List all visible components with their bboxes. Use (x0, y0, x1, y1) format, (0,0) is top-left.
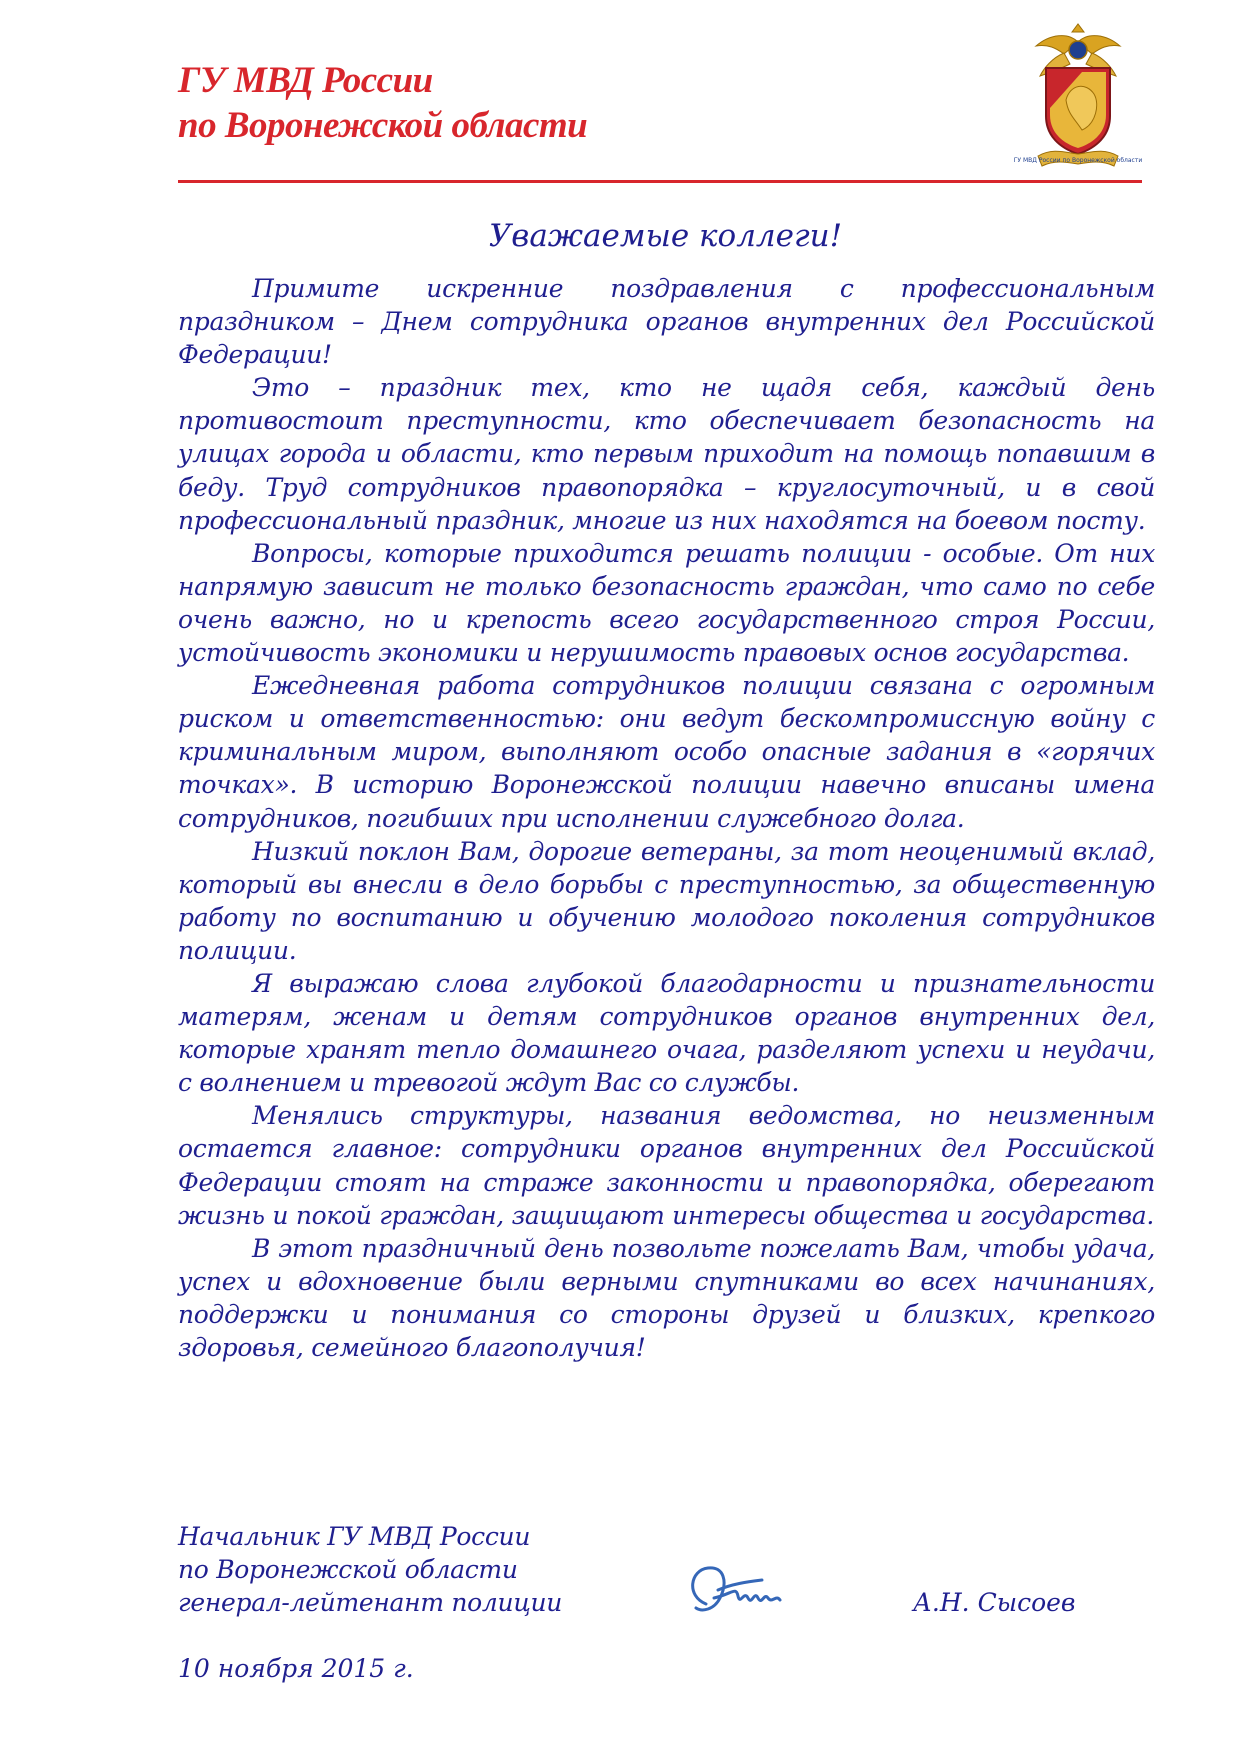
letter-paragraph: Я выражаю слова глубокой благодарности и признательности матерям, женам и детям сотрудников органов внутренних дел, которые хранят тепло домашнего очага, разделяют успехи и неудачи, с волнением и тревогой ждут Вас со службы. (178, 968, 1155, 1098)
letter-paragraph: Примите искренние поздравления с профессиональным праздником – Днем сотрудника органов внутренних дел Российской Федерации! (178, 274, 1155, 370)
letter-paragraph: Это – праздник тех, кто не щадя себя, каждый день противостоит преступности, кто обеспечивает безопасность на улицах города и области, кто первым приходит на помощь попавшим в беду. Труд сотрудников правопорядка – круглосуточный, и в свой профессиональный праздник, многие из них находятся на боевом посту. (178, 373, 1155, 535)
letter-date: 10 ноября 2015 г. (178, 1654, 414, 1683)
signature-title-line-2: по Воронежской области (178, 1555, 518, 1584)
signature-title (178, 1520, 562, 1619)
letter-paragraph: Ежедневная работа сотрудников полиции связана с огромным риском и ответственностью: они ведут бескомпромиссную войну с криминальным миром, выполняют особо опасные задания в «горячих точках». В историю Воронежской полиции навечно вписаны имена сотрудников, погибших при исполнении служебного долга. (178, 671, 1155, 833)
handwritten-signature-icon (674, 1556, 798, 1622)
organization-name-line-1: ГУ МВД России (178, 60, 433, 101)
signature-title-line-1: Начальник ГУ МВД России (178, 1522, 531, 1551)
signature-title-line-3: генерал-лейтенант полиции (178, 1588, 563, 1617)
header-divider (178, 180, 1142, 183)
letter-paragraph: Низкий поклон Вам, дорогие ветераны, за тот неоценимый вклад, который вы внесли в дело борьбы с преступностью, за общественную работу по воспитанию и обучению молодого поколения сотрудников полиции. (178, 836, 1155, 965)
svg-text:ГУ МВД России по Воронежской о: ГУ МВД России по Воронежской области (1013, 157, 1143, 164)
signatory-name: А.Н. Сысоев (913, 1588, 1076, 1617)
letter-greeting: Уважаемые коллеги! (488, 218, 843, 254)
letter-paragraph: В этот праздничный день позвольте пожелать Вам, чтобы удача, успех и вдохновение были верными спутниками во всех начинаниях, поддержки и понимания со стороны друзей и близких, крепкого здоровья, семейного благополучия! (178, 1233, 1155, 1362)
letter-body (178, 272, 1155, 1364)
letterhead (178, 58, 1148, 188)
letter-paragraph: Вопросы, которые приходится решать полиции - особые. От них напрямую зависит не только безопасность граждан, что само по себе очень важно, но и крепость всего государственного строя России, устойчивость экономики и нерушимость правовых основ государства. (178, 538, 1155, 668)
police-emblem-icon (1013, 20, 1143, 170)
organization-name-line-2: по Воронежской области (178, 105, 588, 146)
letter-paragraph: Менялись структуры, названия ведомства, но неизменным остается главное: сотрудники органов внутренних дел Российской Федерации стоят на страже законности и правопорядка, оберегают жизнь и покой граждан, защищают интересы общества и государства. (178, 1101, 1155, 1230)
